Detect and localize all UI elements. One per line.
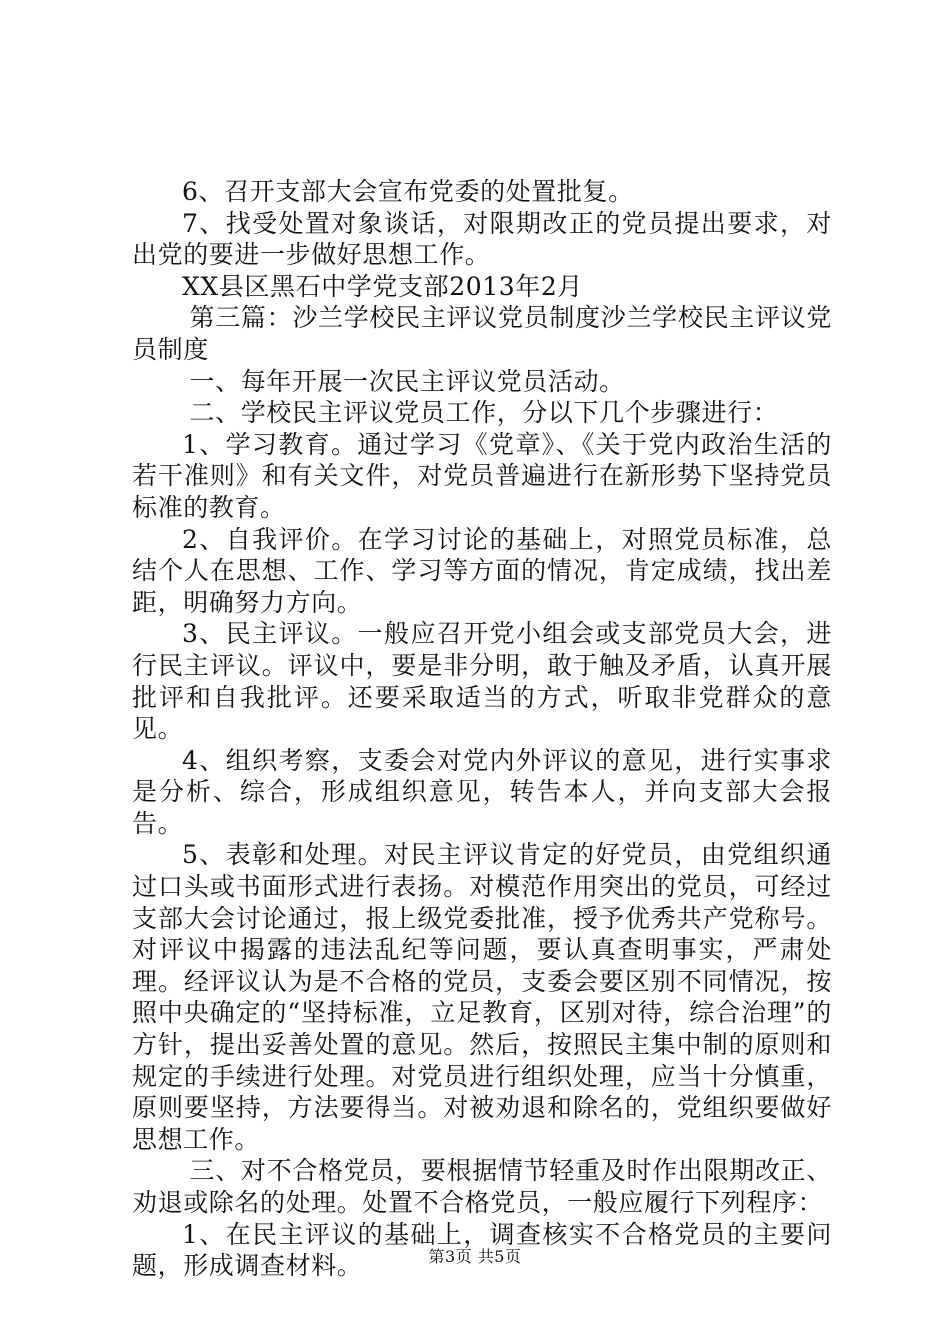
paragraph-step-5: 5、表彰和处理。对民主评议肯定的好党员，由党组织通过口头或书面形式进行表扬。对模范作用突出的党员，可经过支部大会讨论通过，报上级党委批准，授予优秀共产党称号。对评议中揭露的违法乱纪等问题，要认真查明事实，严肃处理。经评议认为是不合格的党员，支委会要区别不同情况，按照中央确定的“坚持标准，立足教育，区别对待，综合治理”的方针，提出妥善处置的意见。然后，按照民主集中制的原则和规定的手续进行处理。对党员进行组织处理，应当十分慎重，原则要坚持，方法要得当。对被劝退和除名的，党组织要做好思想工作。: [132, 840, 832, 1154]
paragraph-step-3: 3、民主评议。一般应召开党小组会或支部党员大会，进行民主评议。评议中，要是非分明，敢于触及矛盾，认真开展批评和自我批评。还要采取适当的方式，听取非党群众的意见。: [132, 619, 832, 744]
section-heading: 第三篇：沙兰学校民主评议党员制度沙兰学校民主评议党员制度: [132, 303, 832, 364]
paragraph-item-7: 7、找受处置对象谈话，对限期改正的党员提出要求，对出党的要进一步做好思想工作。: [132, 208, 832, 270]
paragraph-step-1: 1、学习教育。通过学习《党章》、《关于党内政治生活的若干准则》和有关文件，对党员普遍进行在新形势下坚持党员标准的教育。: [132, 429, 832, 522]
document-body: [132, 176, 832, 1282]
paragraph-section-three: 三、对不合格党员，要根据情节轻重及时作出限期改正、劝退或除名的处理。处置不合格党员，一般应履行下列程序：: [132, 1156, 832, 1217]
paragraph-section-two: 二、学校民主评议党员工作，分以下几个步骤进行：: [189, 398, 779, 428]
paragraph-step-4: 4、组织考察，支委会对党内外评议的意见，进行实事求是分析、综合，形成组织意见，转告本人，并向支部大会报告。: [132, 745, 832, 838]
page-number-footer: 第3页 共5页: [428, 1247, 522, 1266]
signature-line: XX县区黑石中学党支部2013年2月: [182, 271, 583, 301]
paragraph-section-one: 一、每年开展一次民主评议党员活动。: [189, 366, 625, 396]
paragraph-step-2: 2、自我评价。在学习讨论的基础上，对照党员标准，总结个人在思想、工作、学习等方面的情况，肯定成绩，找出差距，明确努力方向。: [132, 524, 832, 617]
paragraph-procedure-1: 1、在民主评议的基础上，调查核实不合格党员的主要问题，形成调查材料。: [132, 1219, 832, 1281]
paragraph-item-6: 6、召开支部大会宣布党委的处置批复。: [182, 177, 634, 206]
